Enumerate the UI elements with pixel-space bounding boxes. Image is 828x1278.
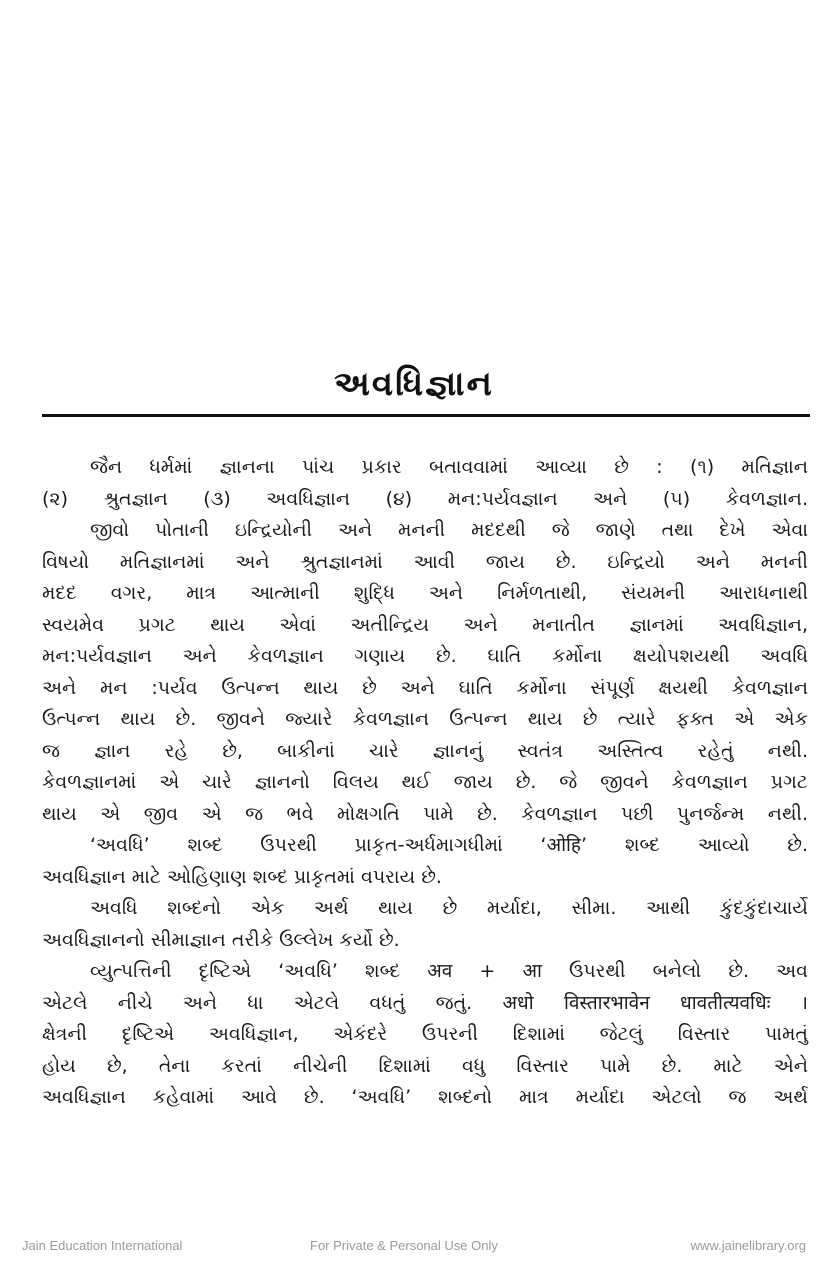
footer-usage-notice: For Private & Personal Use Only <box>310 1238 498 1253</box>
text-line: વિષયો મતિજ્ઞાનમાં અને શ્રુતજ્ઞાનમાં આવી જાય છે. ઇન્દ્રિયો અને મનની <box>42 550 808 573</box>
text-line: ઉત્પન્ન થાય છે. જીવને જ્યારે કેવળજ્ઞાન ઉત્પન્ન થાય છે ત્યારે ફક્ત એ એક <box>42 708 808 730</box>
text-line: અને મન :પર્યવ ઉત્પન્ન થાય છે અને ઘાતિ કર્મોના સંપૂર્ણ ક્ષયથી કેવળજ્ઞાન <box>42 676 808 699</box>
text-line: ‘અવધિ’ શબ્દ ઉપરથી પ્રાકૃત-અર્ધમાગધીમાં ‘ओहि’ શબ્દ આવ્યો છે. <box>90 834 808 856</box>
text-line: અવધિ શબ્દનો એક અર્થ થાય છે મર્યાદા, સીમા. આથી કુંદકુંદાચાર્યે <box>90 897 808 919</box>
text-line: એટલે નીચે અને ધા એટલે વધતું જતું. अधो विस्तारभावेन धावतीत्यवधिः । <box>42 991 808 1014</box>
footer-website-link[interactable]: www.jainelibrary.org <box>690 1238 806 1253</box>
paragraph <box>42 515 808 830</box>
text-line: જ જ્ઞાન રહે છે, બાકીનાં ચારે જ્ઞાનનું સ્વતંત્ર અસ્તિત્વ રહેતું નથી. <box>42 739 808 762</box>
text-line: જૈન ધર્મમાં જ્ઞાનના પાંચ પ્રકાર બતાવવામાં આવ્યા છે : (૧) મતિજ્ઞાન <box>90 456 808 478</box>
text-line: કેવળજ્ઞાનમાં એ ચારે જ્ઞાનનો વિલય થઈ જાય છે. જે જીવને કેવળજ્ઞાન પ્રગટ <box>42 771 808 793</box>
paragraph <box>42 893 808 956</box>
text-line: અવધિજ્ઞાન માટે ઓહિણાણ શબ્દ પ્રાકૃતમાં વપરાય છે. <box>42 865 442 888</box>
text-line: જીવો પોતાની ઇન્દ્રિયોની અને મનની મદદથી જે જાણે તથા દેખે એવા <box>90 519 808 541</box>
paragraph <box>42 830 808 893</box>
text-line: વ્યુત્પત્તિની દૃષ્ટિએ ‘અવધિ’ શબ્દ अव + आ ઉપરથી બનેલો છે. અવ <box>90 960 808 982</box>
text-line: (૨) શ્રુતજ્ઞાન (૩) અવધિજ્ઞાન (૪) મન:પર્યવજ્ઞાન અને (૫) કેવળજ્ઞાન. <box>42 487 808 510</box>
text-line: સ્વયમેવ પ્રગટ થાય એવાં અતીન્દ્રિય અને મનાતીત જ્ઞાનમાં અવધિજ્ઞાન, <box>42 613 808 636</box>
text-line: અવધિજ્ઞાન કહેવામાં આવે છે. ‘અવધિ’ શબ્દનો માત્ર મર્યાદા એટલો જ અર્થ <box>42 1086 808 1108</box>
paragraph <box>42 452 808 515</box>
paragraph <box>42 956 808 1114</box>
text-line: હોય છે, તેના કરતાં નીચેની દિશામાં વધુ વિસ્તાર પામે છે. માટે એને <box>42 1054 808 1077</box>
text-line: થાય એ જીવ એ જ ભવે મોક્ષગતિ પામે છે. કેવળજ્ઞાન પછી પુનર્જન્મ નથી. <box>42 802 808 825</box>
page-footer <box>0 1238 828 1258</box>
page-title: અવધિજ્ઞાન <box>334 364 494 404</box>
text-line: અવધિજ્ઞાનનો સીમાજ્ઞાન તરીકે ઉલ્લેખ કર્યો છે. <box>42 928 400 951</box>
footer-publisher: Jain Education International <box>22 1238 183 1253</box>
text-line: ક્ષેત્રની દૃષ્ટિએ અવધિજ્ઞાન, એકંદરે ઉપરની દિશામાં જેટલું વિસ્તાર પામતું <box>42 1023 808 1045</box>
text-line: મન:પર્યવજ્ઞાન અને કેવળજ્ઞાન ગણાય છે. ઘાતિ કર્મોના ક્ષયોપશયથી અવધિ <box>42 645 808 667</box>
body-text <box>42 452 808 1114</box>
title-divider <box>42 414 810 417</box>
text-line: મદદ વગર, માત્ર આત્માની શુદ્ધિ અને નિર્મળતાથી, સંયમની આરાધનાથી <box>42 582 808 604</box>
